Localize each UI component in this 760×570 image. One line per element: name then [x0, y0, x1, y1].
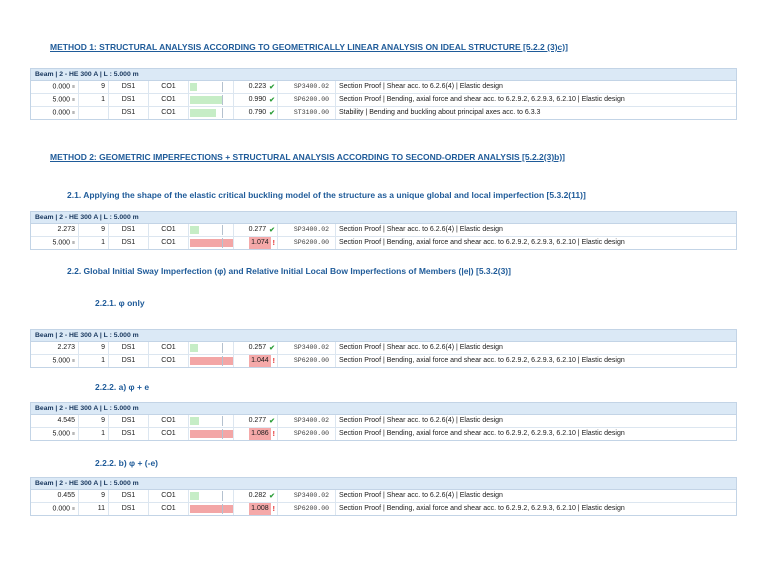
location-marker-icon: ≡ — [72, 431, 75, 437]
utilization-limit-line — [222, 225, 223, 235]
method-1-heading: METHOD 1: STRUCTURAL ANALYSIS ACCORDING TO GEOMETRICALLY LINEAR ANALYSIS ON IDEAL STRUCTURE [5.2.2 (3)c)] — [50, 42, 568, 52]
design-check-description-cell: Section Proof | Shear acc. to 6.2.6(4) | Elastic design — [339, 417, 503, 424]
load-number-cell: 1 — [79, 237, 109, 249]
table-row[interactable] — [31, 427, 736, 440]
load-number-cell: 9 — [79, 415, 109, 427]
design-check-code-cell: SP6200.00 — [278, 355, 336, 367]
design-ratio-value: 1.044 — [249, 355, 271, 367]
location-cell — [31, 224, 79, 236]
design-ratio-value: 0.277 — [248, 226, 267, 233]
design-check-code-cell: SP6200.00 — [278, 503, 336, 515]
load-number-cell: 1 — [79, 428, 109, 440]
design-check-description-cell: Section Proof | Shear acc. to 6.2.6(4) | Elastic design — [339, 226, 503, 233]
location-value: 4.545 — [57, 417, 75, 424]
design-ratio-cell — [234, 415, 278, 427]
utilization-bar-fill — [190, 357, 233, 365]
design-situation-cell: DS1 — [109, 94, 149, 106]
load-number-cell: 9 — [79, 342, 109, 354]
location-value: 0.455 — [57, 492, 75, 499]
design-ratio-cell — [234, 342, 278, 354]
location-value: 0.000 — [52, 505, 71, 513]
design-check-code-cell: SP6200.00 — [278, 237, 336, 249]
table-row[interactable] — [31, 354, 736, 367]
utilization-bar-cell — [189, 503, 234, 515]
design-check-description-cell: Section Proof | Shear acc. to 6.2.6(4) | Elastic design — [339, 344, 503, 351]
load-number-cell: 9 — [79, 224, 109, 236]
load-number-cell: 1 — [79, 355, 109, 367]
table-row[interactable] — [31, 490, 736, 502]
utilization-limit-line — [222, 82, 223, 92]
load-combination-cell: CO1 — [149, 355, 189, 367]
design-ratio-value: 0.257 — [248, 344, 267, 351]
load-combination-cell: CO1 — [149, 94, 189, 106]
design-ratio-value: 0.223 — [248, 83, 267, 90]
table-title-bar: Beam | 2 - HE 300 A | L : 5.000 m — [31, 403, 736, 415]
design-situation-cell: DS1 — [109, 490, 149, 502]
load-combination-cell: CO1 — [149, 415, 189, 427]
design-ratio-cell — [234, 355, 278, 367]
warning-icon: ! — [272, 239, 275, 247]
check-icon: ✔ — [269, 109, 275, 117]
design-check-description-cell: Section Proof | Bending, axial force and shear acc. to 6.2.9.2, 6.2.9.3, 6.2.10 | Elastic design — [339, 505, 625, 512]
utilization-limit-line — [222, 429, 223, 439]
utilization-bar-cell — [189, 355, 234, 367]
design-ratio-value: 1.008 — [249, 503, 271, 515]
load-number-cell: 9 — [79, 490, 109, 502]
section-2-1-heading: 2.1. Applying the shape of the elastic critical buckling model of the structure as a unique global and local imperfection [5.3.2(11)] — [67, 190, 586, 200]
location-marker-icon: ≡ — [72, 84, 75, 90]
load-combination-cell: CO1 — [149, 81, 189, 93]
table-title-bar: Beam | 2 - HE 300 A | L : 5.000 m — [31, 212, 736, 224]
section-2-2-2b-heading: 2.2.2. b) φ + (-e) — [95, 458, 158, 468]
design-ratio-cell — [234, 503, 278, 515]
design-check-description-cell: Stability | Bending and buckling about principal axes acc. to 6.3.3 — [339, 109, 541, 116]
design-check-code-cell: SP6200.00 — [278, 428, 336, 440]
utilization-bar-cell — [189, 81, 234, 93]
load-combination-cell: CO1 — [149, 107, 189, 119]
design-check-description-cell: Section Proof | Shear acc. to 6.2.6(4) | Elastic design — [339, 492, 503, 499]
location-cell — [31, 342, 79, 354]
location-marker-icon: ≡ — [72, 240, 75, 246]
section-2-2-2a-heading: 2.2.2. a) φ + e — [95, 382, 150, 392]
design-check-code-cell: SP6200.00 — [278, 94, 336, 106]
utilization-limit-line — [222, 238, 223, 248]
design-check-code-cell: ST3100.00 — [278, 107, 336, 119]
design-situation-cell: DS1 — [109, 428, 149, 440]
design-situation-cell: DS1 — [109, 224, 149, 236]
design-check-description-cell: Section Proof | Bending, axial force and shear acc. to 6.2.9.2, 6.2.9.3, 6.2.10 | Elastic design — [339, 430, 625, 437]
utilization-limit-line — [222, 416, 223, 426]
results-table-phi-only — [30, 329, 737, 368]
load-combination-cell: CO1 — [149, 503, 189, 515]
design-situation-cell: DS1 — [109, 355, 149, 367]
design-check-description-cell: Section Proof | Shear acc. to 6.2.6(4) | Elastic design — [339, 83, 503, 90]
results-table-phi-minus-e — [30, 477, 737, 516]
design-check-code-cell: SP3400.02 — [278, 490, 336, 502]
table-row[interactable] — [31, 342, 736, 354]
design-situation-cell: DS1 — [109, 81, 149, 93]
design-ratio-value: 0.282 — [248, 492, 267, 499]
location-marker-icon: ≡ — [72, 97, 75, 103]
location-value: 2.273 — [57, 226, 75, 233]
design-check-code-cell: SP3400.02 — [278, 342, 336, 354]
utilization-limit-line — [222, 95, 223, 105]
load-number-cell: 1 — [79, 94, 109, 106]
warning-icon: ! — [272, 505, 275, 513]
check-icon: ✔ — [269, 226, 275, 234]
design-ratio-cell — [234, 490, 278, 502]
load-combination-cell: CO1 — [149, 342, 189, 354]
warning-icon: ! — [272, 430, 275, 438]
location-cell — [31, 415, 79, 427]
table-row[interactable] — [31, 81, 736, 93]
utilization-bar-cell — [189, 224, 234, 236]
design-ratio-cell — [234, 237, 278, 249]
utilization-limit-line — [222, 343, 223, 353]
location-cell — [31, 81, 79, 93]
check-icon: ✔ — [269, 417, 275, 425]
design-situation-cell: DS1 — [109, 342, 149, 354]
design-ratio-cell — [234, 94, 278, 106]
location-value: 2.273 — [57, 344, 75, 351]
check-icon: ✔ — [269, 492, 275, 500]
load-number-cell: 11 — [79, 503, 109, 515]
method-2-heading: METHOD 2: GEOMETRIC IMPERFECTIONS + STRUCTURAL ANALYSIS ACCORDING TO SECOND-ORDER ANALYSIS [5.2.2(3)b)] — [50, 152, 566, 162]
location-cell — [31, 503, 79, 515]
load-combination-cell: CO1 — [149, 490, 189, 502]
utilization-bar-fill — [190, 430, 233, 438]
load-number-cell — [79, 107, 109, 119]
utilization-bar-fill — [190, 226, 199, 234]
location-marker-icon: ≡ — [72, 506, 75, 512]
utilization-limit-line — [222, 108, 223, 118]
table-row[interactable] — [31, 224, 736, 236]
table-title-bar: Beam | 2 - HE 300 A | L : 5.000 m — [31, 69, 736, 81]
results-table-buckling-shape — [30, 211, 737, 250]
utilization-bar-fill — [190, 505, 233, 513]
design-ratio-cell — [234, 81, 278, 93]
section-2-2-heading: 2.2. Global Initial Sway Imperfection (φ) and Relative Initial Local Bow Imperfections of Members (|e|) [5.3.2(3)] — [67, 266, 511, 276]
design-check-code-cell: SP3400.02 — [278, 81, 336, 93]
location-value: 5.000 — [52, 96, 71, 104]
table-row[interactable] — [31, 106, 736, 119]
design-ratio-value: 0.277 — [248, 417, 267, 424]
design-ratio-cell — [234, 107, 278, 119]
utilization-bar-fill — [190, 83, 197, 91]
location-cell — [31, 490, 79, 502]
table-row[interactable] — [31, 415, 736, 427]
load-combination-cell: CO1 — [149, 237, 189, 249]
design-situation-cell: DS1 — [109, 415, 149, 427]
utilization-bar-fill — [190, 239, 233, 247]
utilization-bar-cell — [189, 107, 234, 119]
utilization-bar-cell — [189, 415, 234, 427]
results-table-method1 — [30, 68, 737, 120]
load-combination-cell: CO1 — [149, 428, 189, 440]
location-value: 0.000 — [52, 109, 71, 117]
table-title-bar: Beam | 2 - HE 300 A | L : 5.000 m — [31, 478, 736, 490]
utilization-bar-fill — [190, 96, 223, 104]
table-row[interactable] — [31, 236, 736, 249]
design-ratio-value: 1.086 — [249, 428, 271, 440]
results-table-phi-plus-e — [30, 402, 737, 441]
section-2-2-1-heading: 2.2.1. φ only — [95, 298, 145, 308]
design-ratio-cell — [234, 224, 278, 236]
location-marker-icon: ≡ — [72, 358, 75, 364]
design-ratio-value: 0.990 — [248, 96, 267, 103]
design-check-code-cell: SP3400.02 — [278, 224, 336, 236]
utilization-bar-fill — [190, 344, 198, 352]
design-situation-cell: DS1 — [109, 503, 149, 515]
utilization-bar-fill — [190, 492, 199, 500]
location-cell — [31, 107, 79, 119]
design-ratio-value: 0.790 — [248, 109, 267, 116]
utilization-limit-line — [222, 356, 223, 366]
location-value: 5.000 — [52, 430, 71, 438]
design-check-code-cell: SP3400.02 — [278, 415, 336, 427]
check-icon: ✔ — [269, 96, 275, 104]
location-value: 5.000 — [52, 239, 71, 247]
location-marker-icon: ≡ — [72, 110, 75, 116]
utilization-bar-cell — [189, 428, 234, 440]
location-cell — [31, 355, 79, 367]
utilization-bar-cell — [189, 94, 234, 106]
utilization-bar-fill — [190, 109, 216, 117]
load-combination-cell: CO1 — [149, 224, 189, 236]
table-row[interactable] — [31, 93, 736, 106]
utilization-limit-line — [222, 491, 223, 501]
design-check-description-cell: Section Proof | Bending, axial force and shear acc. to 6.2.9.2, 6.2.9.3, 6.2.10 | Elastic design — [339, 357, 625, 364]
table-title-bar: Beam | 2 - HE 300 A | L : 5.000 m — [31, 330, 736, 342]
load-number-cell: 9 — [79, 81, 109, 93]
design-situation-cell: DS1 — [109, 107, 149, 119]
utilization-bar-cell — [189, 237, 234, 249]
design-ratio-cell — [234, 428, 278, 440]
utilization-bar-cell — [189, 490, 234, 502]
warning-icon: ! — [272, 357, 275, 365]
utilization-limit-line — [222, 504, 223, 514]
location-value: 0.000 — [52, 83, 71, 91]
utilization-bar-cell — [189, 342, 234, 354]
location-cell — [31, 237, 79, 249]
design-check-description-cell: Section Proof | Bending, axial force and shear acc. to 6.2.9.2, 6.2.9.3, 6.2.10 | Elastic design — [339, 96, 625, 103]
design-situation-cell: DS1 — [109, 237, 149, 249]
check-icon: ✔ — [269, 344, 275, 352]
check-icon: ✔ — [269, 83, 275, 91]
location-cell — [31, 428, 79, 440]
table-row[interactable] — [31, 502, 736, 515]
design-ratio-value: 1.074 — [249, 237, 271, 249]
utilization-bar-fill — [190, 417, 199, 425]
location-cell — [31, 94, 79, 106]
location-value: 5.000 — [52, 357, 71, 365]
design-check-description-cell: Section Proof | Bending, axial force and shear acc. to 6.2.9.2, 6.2.9.3, 6.2.10 | Elastic design — [339, 239, 625, 246]
